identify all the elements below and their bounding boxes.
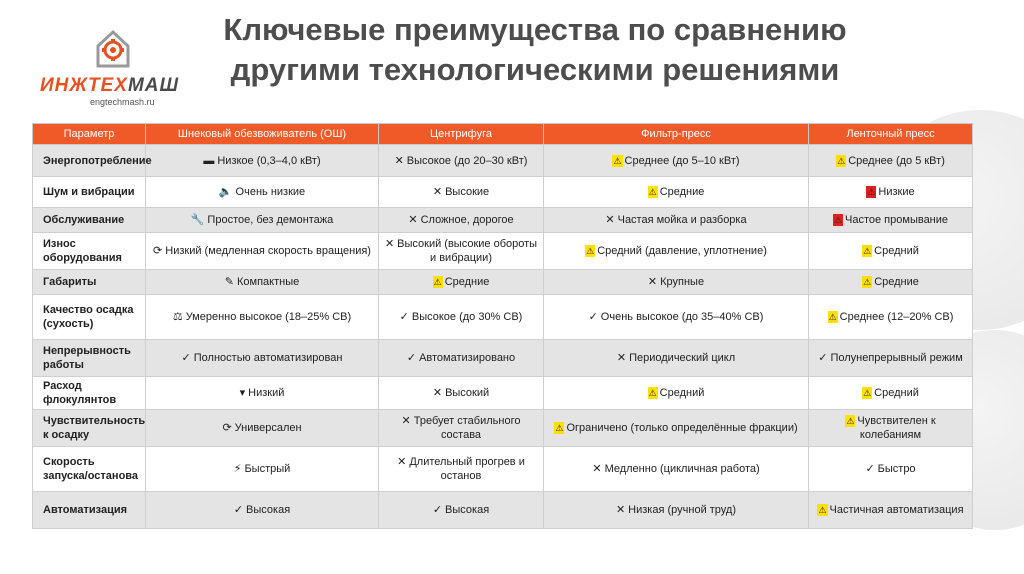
cell-text: Высокое (до 20–30 кВт) (406, 154, 528, 167)
value-cell (379, 233, 544, 270)
cell-text: Средние (874, 276, 919, 288)
cell-text: Простое, без демонтажа (207, 214, 334, 226)
value-cell (809, 410, 973, 447)
warning-icon: ⚠ (863, 246, 872, 256)
cross-icon: ✕ (432, 387, 443, 399)
table-row (33, 340, 973, 377)
value-cell (809, 270, 973, 295)
cell-text: Средний (874, 245, 919, 257)
value-cell (146, 233, 379, 270)
value-cell (809, 295, 973, 340)
parameter-cell: Непрерывность работы (33, 340, 146, 377)
value-cell (146, 340, 379, 377)
value-cell (809, 377, 973, 410)
warning-icon: ⚠ (863, 277, 872, 287)
parameter-cell: Габариты (33, 270, 146, 295)
warning-icon: ⚠ (846, 416, 855, 426)
cell-text: Полунепрерывный режим (830, 352, 963, 364)
table-row (33, 377, 973, 410)
cell-text: Низкая (ручной труд) (628, 504, 737, 516)
value-cell (379, 377, 544, 410)
company-logo (30, 22, 198, 107)
wrench-icon: 🔧 (190, 214, 205, 226)
cell-text: Высокий (445, 387, 490, 399)
cell-text: Длительный прогрев и останов (409, 456, 525, 482)
down-arrow-icon: ▾ (239, 387, 246, 399)
cell-text: Периодический цикл (629, 352, 736, 364)
check-icon: ✓ (399, 311, 409, 323)
cell-text: Частое промывание (845, 214, 949, 226)
cell-text: Высокая (445, 504, 490, 516)
parameter-cell: Качество осадка (сухость) (33, 295, 146, 340)
cell-text: Низкие (878, 186, 915, 198)
value-cell (146, 208, 379, 233)
gear-house-logo-icon (94, 26, 132, 68)
cell-text: Компактные (236, 276, 300, 288)
value-cell (146, 177, 379, 208)
warning-icon: ⚠ (818, 505, 827, 515)
check-icon: ✓ (406, 352, 417, 364)
cell-text: Автоматизировано (419, 352, 516, 364)
check-icon: ✓ (865, 463, 875, 475)
table-header-row (33, 124, 973, 145)
cell-text: Полностью автоматизирован (193, 352, 343, 364)
parameter-cell: Обслуживание (33, 208, 146, 233)
parameter-cell: Автоматизация (33, 492, 146, 529)
value-cell (379, 145, 544, 177)
column-header: Фильтр-пресс (544, 124, 809, 145)
warning-red-icon: ⚠ (833, 215, 843, 225)
value-cell (544, 145, 809, 177)
value-cell (809, 145, 973, 177)
cross-icon: ✕ (397, 456, 407, 468)
cell-text: Частая мойка и разборка (617, 214, 747, 226)
value-cell (146, 377, 379, 410)
cell-text: Средние (659, 186, 705, 198)
check-icon: ✓ (432, 504, 443, 516)
value-cell (544, 340, 809, 377)
warning-icon: ⚠ (586, 246, 595, 256)
cell-text: Высокое (до 30% СВ) (411, 311, 523, 323)
value-cell (809, 492, 973, 529)
cell-text: Высокая (246, 504, 291, 516)
column-header: Ленточный пресс (809, 124, 973, 145)
cell-text: Медленно (цикличная работа) (604, 463, 760, 475)
value-cell (544, 233, 809, 270)
value-cell (809, 208, 973, 233)
cross-icon: ✕ (592, 463, 602, 475)
parameter-cell: Скорость запуска/останова (33, 447, 146, 492)
page-title-line-1: Ключевые преимущества по сравнению (223, 12, 847, 47)
value-cell (146, 447, 379, 492)
cross-icon: ✕ (408, 214, 418, 226)
cell-text: Требует стабильного состава (413, 415, 521, 441)
cell-text: Высокий (высокие обороты и вибрации) (397, 238, 538, 264)
value-cell (146, 492, 379, 529)
value-cell (379, 447, 544, 492)
cell-text: Частичная автоматизация (829, 504, 964, 516)
page-title (205, 10, 865, 90)
cell-text: Очень низкие (235, 186, 306, 198)
parameter-cell: Чувствительность к осадку (33, 410, 146, 447)
scales-icon: ⚖ (172, 311, 183, 323)
value-cell (809, 447, 973, 492)
warning-icon: ⚠ (555, 423, 564, 433)
cycle-icon: ⟳ (222, 422, 232, 434)
value-cell (544, 410, 809, 447)
column-header: Центрифуга (379, 124, 544, 145)
cross-icon: ✕ (401, 415, 411, 427)
warning-icon: ⚠ (828, 312, 837, 322)
cell-text: Средние (444, 276, 490, 288)
value-cell (146, 270, 379, 295)
parameter-cell: Шум и вибрации (33, 177, 146, 208)
value-cell (544, 208, 809, 233)
value-cell (809, 233, 973, 270)
cross-icon: ✕ (647, 276, 658, 288)
cell-text: Среднее (до 5–10 кВт) (624, 154, 740, 167)
cell-text: Средний (659, 387, 705, 399)
value-cell (379, 295, 544, 340)
cycle-icon: ⟳ (153, 245, 163, 257)
parameter-cell: Износ оборудования (33, 233, 146, 270)
value-cell (544, 177, 809, 208)
cell-text: Низкий (медленная скорость вращения) (165, 245, 371, 257)
warning-icon: ⚠ (837, 155, 846, 166)
value-cell (146, 145, 379, 177)
page-title-line-2: другими технологическими решениями (230, 52, 840, 87)
battery-icon: ▬ (203, 154, 215, 167)
cell-text: Ограничено (только определённые фракции) (566, 422, 798, 434)
value-cell (544, 447, 809, 492)
cell-text: Чувствителен к колебаниям (857, 415, 936, 441)
value-cell (146, 295, 379, 340)
lightning-icon: ⚡ (233, 463, 242, 475)
warning-icon: ⚠ (613, 155, 622, 166)
value-cell (544, 492, 809, 529)
cell-text: Универсален (234, 422, 302, 434)
cross-icon: ✕ (384, 238, 395, 250)
value-cell (146, 410, 379, 447)
warning-icon: ⚠ (648, 388, 657, 398)
value-cell (379, 492, 544, 529)
value-cell (379, 410, 544, 447)
cell-text: Сложное, дорогое (420, 214, 514, 226)
cell-text: Крупные (660, 276, 705, 288)
cell-text: Среднее (до 5 кВт) (848, 154, 945, 167)
check-icon: ✓ (233, 504, 244, 516)
column-header: Шнековый обезвоживатель (ОШ) (146, 124, 379, 145)
parameter-cell: Энергопотребление (33, 145, 146, 177)
cell-text: Умеренно высокое (18–25% СВ) (185, 311, 352, 323)
cross-icon: ✕ (432, 186, 443, 198)
table-row (33, 270, 973, 295)
cell-text: Средний (давление, уплотнение) (597, 245, 767, 257)
logo-url: engtechmash.ru (90, 97, 155, 107)
warning-icon: ⚠ (863, 388, 872, 398)
value-cell (544, 270, 809, 295)
speaker-icon: 🔈 (218, 186, 233, 198)
table-row (33, 208, 973, 233)
table-row (33, 177, 973, 208)
check-icon: ✓ (588, 311, 598, 323)
cross-icon: ✕ (605, 214, 615, 226)
logo-brand-name: ИНЖТЕХМАШ (40, 75, 180, 96)
value-cell (379, 270, 544, 295)
value-cell (544, 295, 809, 340)
pencil-icon: ✎ (224, 276, 234, 288)
value-cell (809, 177, 973, 208)
table-row (33, 145, 973, 177)
table-row (33, 233, 973, 270)
value-cell (379, 177, 544, 208)
cross-icon: ✕ (616, 352, 627, 364)
cell-text: Среднее (12–20% СВ) (839, 311, 954, 323)
comparison-table (32, 123, 973, 529)
parameter-cell: Расход флокулянтов (33, 377, 146, 410)
table-row (33, 492, 973, 529)
cell-text: Низкий (248, 387, 285, 399)
table-row (33, 447, 973, 492)
cross-icon: ✕ (615, 504, 626, 516)
cell-text: Низкое (0,3–4,0 кВт) (217, 154, 321, 167)
warning-red-icon: ⚠ (867, 187, 876, 197)
value-cell (544, 377, 809, 410)
warning-icon: ⚠ (648, 187, 657, 197)
cell-text: Очень высокое (до 35–40% СВ) (600, 311, 764, 323)
cell-text: Быстро (877, 463, 916, 475)
table-row (33, 410, 973, 447)
value-cell (809, 340, 973, 377)
check-icon: ✓ (818, 352, 828, 364)
cross-icon: ✕ (394, 154, 404, 167)
cell-text: Средний (874, 387, 919, 399)
check-icon: ✓ (181, 352, 191, 364)
column-header: Параметр (33, 124, 146, 145)
warning-icon: ⚠ (433, 277, 442, 287)
table-row (33, 295, 973, 340)
cell-text: Высокие (445, 186, 490, 198)
cell-text: Быстрый (244, 463, 291, 475)
value-cell (379, 208, 544, 233)
value-cell (379, 340, 544, 377)
